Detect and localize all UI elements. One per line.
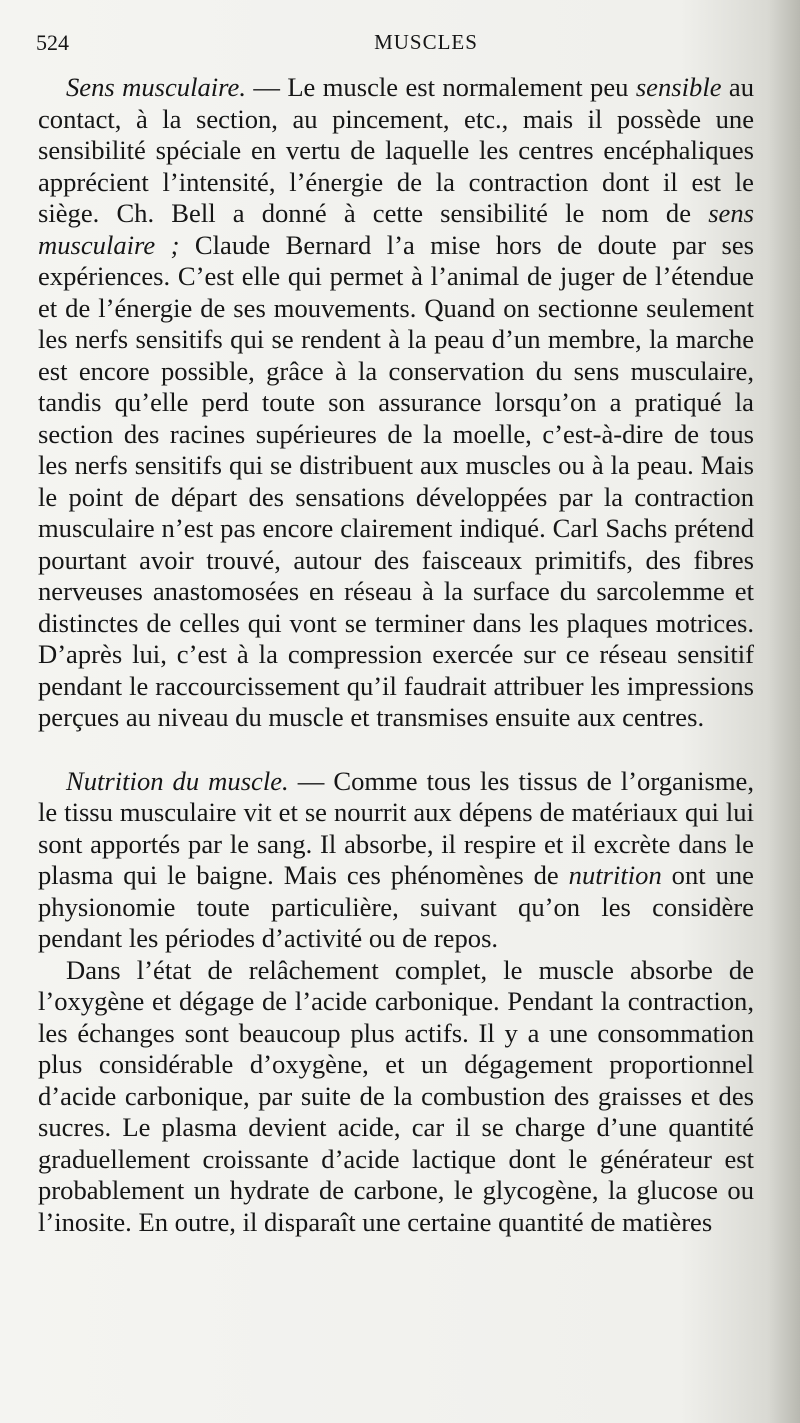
text-run: — Comme tous les tissus de l’organisme, le tissu musculaire vit et se nourrit aux dépens de matériaux qui lui sont apportés par le sang. Il absorbe, il respire et il excrète dans le plasma qui le baigne. Mais ces phénomènes de <box>38 765 754 890</box>
section-title: Nutrition du muscle. <box>66 765 289 796</box>
text-run: — Le muscle est normalement peu <box>245 72 636 102</box>
paragraph-sens-musculaire <box>38 72 754 734</box>
paragraph-nutrition-du-muscle <box>38 766 754 955</box>
italic-term: sensible <box>635 72 722 102</box>
paragraph-etat-de-relachement <box>38 955 754 1239</box>
text-run: Claude Bernard l’a mise hors de doute par ses expériences. C’est elle qui permet à l’animal de juger de l’étendue et de l’énergie de ses mouvements. Quand on sectionne seulement les nerfs sensitifs qui se rendent à la peau d’un membre, la marche est encore possible, grâce à la conservation du sens musculaire, tandis qu’elle perd toute son assurance lorsqu’on a pratiqué la section des racines supérieures de la moelle, c’est-à-dire de tous les nerfs sensitifs qui se distribuent aux muscles ou à la peau. Mais le point de départ des sensations développées par la contraction musculaire n’est pas encore clairement indiqué. Carl Sachs prétend pourtant avoir trouvé, autour des faisceaux primitifs, des fibres nerveuses anastomosées en réseau à la surface du sarcolemme et distinctes de celles qui vont se terminer dans les plaques motrices. D’après lui, c’est à la compression exercée sur ce réseau sensitif pendant le raccourcissement qu’il faudrait attribuer les impressions perçues au niveau du muscle et transmises ensuite aux centres. <box>38 229 755 732</box>
text-run: Dans l’état de relâchement complet, le muscle absorbe de l’oxygène et dégage de l’acide carbonique. Pendant la contraction, les échanges sont beaucoup plus actifs. Il y a une consommation plus considérable d’oxygène, et un dégagement proportionnel d’acide carbonique, par suite de la combustion des graisses et des sucres. Le plasma devient acide, car il se charge d’une quantité graduellement croissante d’acide lactique dont le générateur est probablement un hydrate de carbone, le glycogène, la glucose ou l’inosite. En outre, il disparaît une certaine quantité de matières <box>38 954 754 1237</box>
page-number: 524 <box>36 30 69 55</box>
italic-term: nutrition <box>568 860 662 890</box>
italic-term: sens musculaire ; <box>38 198 754 260</box>
running-head: MUSCLES <box>374 30 478 54</box>
text-run: au contact, à la section, au pincement, etc., mais il possède une sensibilité spéciale en vertu de laquelle les centres encéphaliques apprécient l’intensité, l’énergie de la contraction dont il est le siège. Ch. Bell a donné à cette sensibilité le nom de <box>38 72 754 228</box>
page-body <box>38 72 754 1238</box>
page-header <box>36 30 756 62</box>
section-title: Sens musculaire. <box>66 72 246 102</box>
text-run: ont une physionomie toute particulière, suivant qu’on les considère pendant les périodes d’activité ou de repos. <box>38 860 754 953</box>
